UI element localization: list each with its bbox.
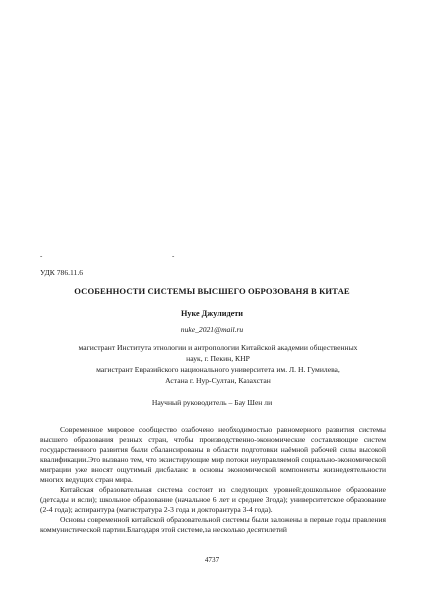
- body-paragraph-2: Китайская образовательная система состоит из следующих уровней:дошкольное образование (детсады и ясли); школьное образование (начальное 6 лет и среднее 3года); университетское образование (2-4 года); аспирантура (магистратура 2-3 года и докторантура 3-4 года).: [40, 485, 386, 514]
- page-number: 4737: [204, 556, 220, 564]
- affiliation-2: [58, 365, 378, 386]
- body-paragraph-3: Основы современной китайской образовательной системы были заложены в первые годы правления коммунистической партии.Благодаря этой системе,за несколько десятилетий: [40, 515, 386, 534]
- affiliation-1: [58, 343, 378, 364]
- author-email[interactable]: nuke_2021@mail.ru: [180, 325, 244, 334]
- affiliation-2-line-2: Астана г. Нур-Султан, Казахстан: [165, 375, 271, 385]
- affiliation-2-line-1: магистрант Евразийского национального университета им. Л. Н. Гумилева,: [96, 365, 340, 374]
- udk-code: УДК 786.11.6: [40, 268, 84, 277]
- separator-mark-right: -: [172, 252, 175, 260]
- author-name: Нуке Джулидети: [181, 309, 243, 318]
- article-body: [40, 425, 386, 535]
- body-paragraph-1: Современное мировое сообщество озабочено необходимостью равномерного развития системы высшего образования резных стран, чтобы производственно-экономические составляющие систем государственного развития были сбалансированы в области подготовки наёмной рабочей силы высокой квалификации.Это вызвано тем, что экзистирующие мир потоки неуправляемой социально-экономической миграции уже вносят ощутимый дисбаланс в основы экономической компоненты жизнедеятельности многих ведущих стран мира.: [40, 425, 386, 484]
- separator-mark-left: -: [40, 252, 43, 260]
- affiliation-1-line-1: магистрант Института этнологии и антропологии Китайской академии общественных: [78, 343, 358, 352]
- scientific-supervisor: Научный руководитель – Бау Шен ли: [151, 398, 273, 407]
- article-title: ОСОБЕННОСТИ СИСТЕМЫ ВЫСШЕГО ОБРОЗОВАНЯ В КИТАЕ: [74, 286, 350, 296]
- affiliation-1-line-2: наук, г. Пекин, КНР: [186, 353, 250, 363]
